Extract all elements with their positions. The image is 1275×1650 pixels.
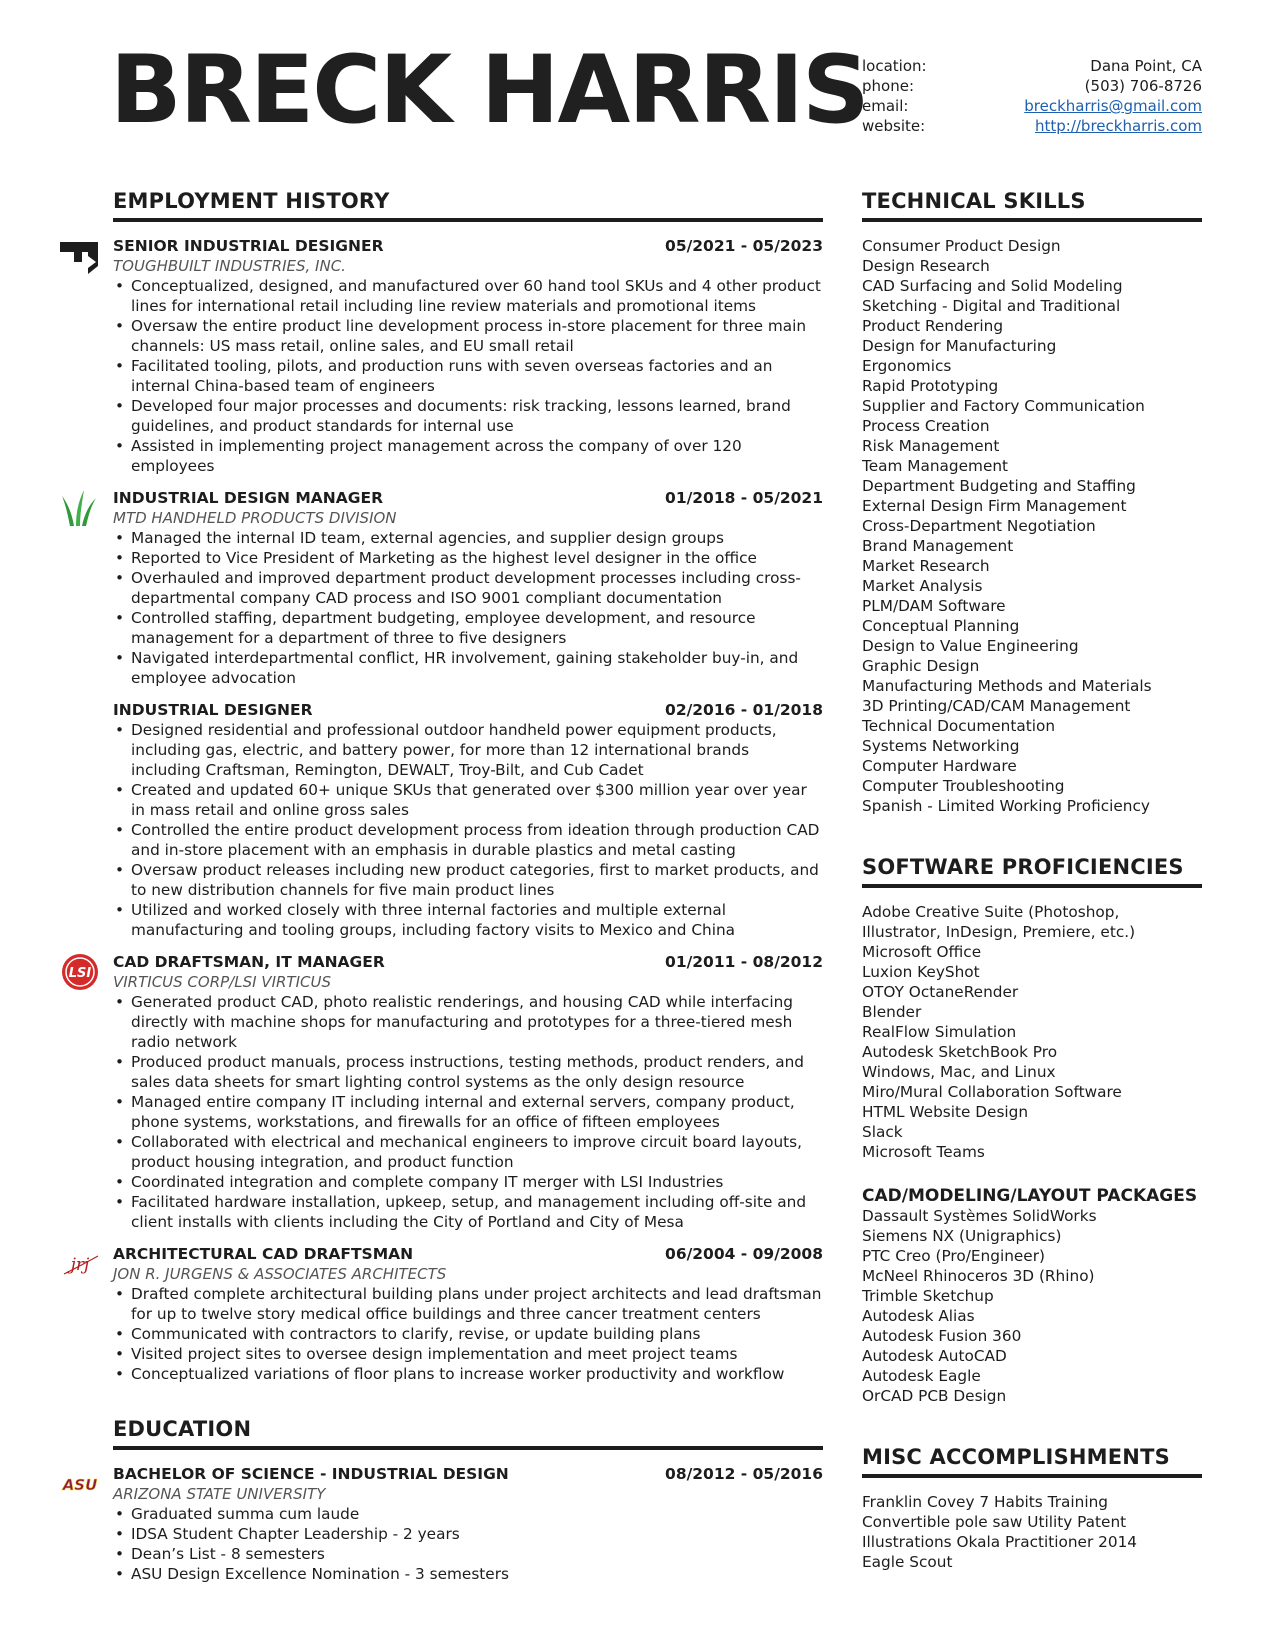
- bullet-item: • Conceptualized variations of floor plans to increase worker productivity and workflow: [113, 1364, 823, 1384]
- candidate-name: BRECK HARRIS: [110, 36, 868, 145]
- list-item: Manufacturing Methods and Materials: [862, 677, 1152, 695]
- list-item: Market Research: [862, 557, 990, 575]
- technical-skills-list: [862, 236, 1202, 816]
- list-item: Autodesk AutoCAD: [862, 1347, 1007, 1365]
- job-dates: 02/2016 - 01/2018: [665, 701, 823, 719]
- bullet-item: • Produced product manuals, process instructions, testing methods, product renders, and sales data sheets for smart lighting control systems as the only design resource: [113, 1052, 823, 1092]
- list-item: Illustrations Okala Practitioner 2014: [862, 1533, 1138, 1551]
- list-item: CAD Surfacing and Solid Modeling: [862, 277, 1123, 295]
- job-entry: [113, 700, 823, 940]
- contact-value: (503) 706-8726: [1084, 77, 1202, 95]
- bullet-item: • Created and updated 60+ unique SKUs that generated over $300 million year over year in mass retail and online gross sales: [113, 780, 823, 820]
- list-item: Miro/Mural Collaboration Software: [862, 1083, 1122, 1101]
- contact-email: [862, 96, 1202, 116]
- contact-value: Dana Point, CA: [1090, 57, 1202, 75]
- list-item: Design Research: [862, 257, 990, 275]
- list-item: Team Management: [862, 457, 1009, 475]
- employment-history-heading: EMPLOYMENT HISTORY: [113, 188, 823, 222]
- bullet-item: • Facilitated hardware installation, upkeep, setup, and management including off-site and client installs with clients including the City of Portland and City of Mesa: [113, 1192, 823, 1232]
- company-name: JON R. JURGENS & ASSOCIATES ARCHITECTS: [113, 1265, 447, 1283]
- company-name: MTD HANDHELD PRODUCTS DIVISION: [113, 509, 397, 527]
- list-item: Franklin Covey 7 Habits Training: [862, 1493, 1108, 1511]
- job-dates: 05/2021 - 05/2023: [665, 237, 823, 255]
- contact-phone: [862, 76, 1202, 96]
- contact-label: website:: [862, 117, 926, 135]
- job-title: ARCHITECTURAL CAD DRAFTSMAN: [113, 1245, 414, 1263]
- contact-label: location:: [862, 57, 927, 75]
- list-item: Rapid Prototyping: [862, 377, 999, 395]
- cad-packages-list: [862, 1206, 1202, 1406]
- bullet-item: • Controlled staffing, department budgeting, employee development, and resource management for a department of three to five designers: [113, 608, 823, 648]
- list-item: Design for Manufacturing: [862, 337, 1057, 355]
- bullet-item: • Designed residential and professional outdoor handheld power equipment products, including gas, electric, and battery power, for more than 12 international brands including Craftsman, Remington, DEWALT, Troy-Bilt, and Cub Cadet: [113, 720, 823, 780]
- bullet-item: • Reported to Vice President of Marketing as the highest level designer in the office: [113, 548, 823, 568]
- list-item: Windows, Mac, and Linux: [862, 1063, 1056, 1081]
- list-item: Systems Networking: [862, 737, 1020, 755]
- misc-accomplishments-heading: MISC ACCOMPLISHMENTS: [862, 1444, 1202, 1478]
- education-heading: EDUCATION: [113, 1416, 823, 1450]
- company-name: VIRTICUS CORP/LSI VIRTICUS: [113, 973, 331, 991]
- bullet-item: • Assisted in implementing project management across the company of over 120 employees: [113, 436, 823, 476]
- list-item: Department Budgeting and Staffing: [862, 477, 1136, 495]
- list-item: Conceptual Planning: [862, 617, 1020, 635]
- contact-website: [862, 116, 1202, 136]
- list-item: Luxion KeyShot: [862, 963, 980, 981]
- bullet-item: • Dean’s List - 8 semesters: [113, 1544, 823, 1564]
- software-list: [862, 902, 1202, 1162]
- bullet-item: • Developed four major processes and documents: risk tracking, lessons learned, brand guidelines, and product standards for internal use: [113, 396, 823, 436]
- degree-title: BACHELOR OF SCIENCE - INDUSTRIAL DESIGN: [113, 1465, 509, 1483]
- list-item: Computer Hardware: [862, 757, 1017, 775]
- job-title: CAD DRAFTSMAN, IT MANAGER: [113, 953, 385, 971]
- bullet-item: • Communicated with contractors to clarify, revise, or update building plans: [113, 1324, 823, 1344]
- list-item: Slack: [862, 1123, 903, 1141]
- list-item: PLM/DAM Software: [862, 597, 1006, 615]
- list-item: Autodesk SketchBook Pro: [862, 1043, 1058, 1061]
- right-column: [862, 188, 1202, 1572]
- bullet-item: • Collaborated with electrical and mechanical engineers to improve circuit board layouts, product housing integration, and product function: [113, 1132, 823, 1172]
- list-item: OrCAD PCB Design: [862, 1387, 1007, 1405]
- list-item: HTML Website Design: [862, 1103, 1029, 1121]
- bullet-item: • IDSA Student Chapter Leadership - 2 years: [113, 1524, 823, 1544]
- bullet-item: • Navigated interdepartmental conflict, HR involvement, gaining stakeholder buy-in, and employee advocation: [113, 648, 823, 688]
- list-item: Sketching - Digital and Traditional: [862, 297, 1121, 315]
- list-item: Spanish - Limited Working Proficiency: [862, 797, 1150, 815]
- job-bullets: [113, 276, 823, 476]
- list-item: 3D Printing/CAD/CAM Management: [862, 697, 1131, 715]
- degree-dates: 08/2012 - 05/2016: [665, 1465, 823, 1483]
- list-item: Market Analysis: [862, 577, 983, 595]
- cad-packages-heading: CAD/MODELING/LAYOUT PACKAGES: [862, 1186, 1198, 1206]
- job-title: INDUSTRIAL DESIGN MANAGER: [113, 489, 384, 507]
- svg-text:LSI: LSI: [68, 966, 92, 981]
- software-proficiencies-heading: SOFTWARE PROFICIENCIES: [862, 854, 1202, 888]
- job-entry: [68, 952, 823, 1232]
- email-link[interactable]: breckharris@gmail.com: [1024, 97, 1202, 115]
- job-dates: 01/2011 - 08/2012: [665, 953, 823, 971]
- bullet-item: • Generated product CAD, photo realistic renderings, and housing CAD while interfacing directly with machine shops for manufacturing and prototypes for a three-tiered mesh radio network: [113, 992, 823, 1052]
- education-entry: [62, 1464, 823, 1584]
- job-entry: [70, 1244, 823, 1384]
- svg-text:jrj: jrj: [70, 1255, 90, 1275]
- bullet-item: • Visited project sites to oversee design implementation and meet project teams: [113, 1344, 823, 1364]
- list-item: Microsoft Teams: [862, 1143, 985, 1161]
- contact-block: [862, 56, 1202, 136]
- misc-accomplishments-list: [862, 1492, 1202, 1572]
- list-item: Dassault Systèmes SolidWorks: [862, 1207, 1097, 1225]
- jrj-logo-icon: [58, 1244, 102, 1284]
- job-bullets: [113, 528, 823, 688]
- left-column: [62, 188, 823, 1584]
- list-item: Eagle Scout: [862, 1553, 953, 1571]
- list-item: RealFlow Simulation: [862, 1023, 1017, 1041]
- contact-location: [862, 56, 1202, 76]
- bullet-item: • Graduated summa cum laude: [113, 1504, 823, 1524]
- bullet-item: • Oversaw the entire product line development process in-store placement for three main channels: US mass retail, online sales, and EU small retail: [113, 316, 823, 356]
- bullet-item: • Utilized and worked closely with three internal factories and multiple external manufacturing and tooling groups, including factory visits to Mexico and China: [113, 900, 823, 940]
- job-title: SENIOR INDUSTRIAL DESIGNER: [113, 237, 384, 255]
- list-item: Convertible pole saw Utility Patent: [862, 1513, 1127, 1531]
- list-item: OTOY OctaneRender: [862, 983, 1019, 1001]
- list-item: Graphic Design: [862, 657, 980, 675]
- bullet-item: • Drafted complete architectural building plans under project architects and lead draftsman for up to twelve story medical office buildings and three cancer treatment centers: [113, 1284, 823, 1324]
- technical-skills-heading: TECHNICAL SKILLS: [862, 188, 1202, 222]
- job-dates: 01/2018 - 05/2021: [665, 489, 823, 507]
- list-item: Product Rendering: [862, 317, 1004, 335]
- list-item: Brand Management: [862, 537, 1014, 555]
- toughbuilt-logo-icon: [58, 236, 102, 276]
- list-item: Ergonomics: [862, 357, 952, 375]
- school-name: ARIZONA STATE UNIVERSITY: [113, 1485, 326, 1503]
- list-item: Computer Troubleshooting: [862, 777, 1065, 795]
- list-item: Technical Documentation: [862, 717, 1056, 735]
- contact-label: phone:: [862, 77, 914, 95]
- list-item: Supplier and Factory Communication: [862, 397, 1145, 415]
- job-entry: [113, 236, 823, 476]
- list-item: Microsoft Office: [862, 943, 982, 961]
- bullet-item: • Facilitated tooling, pilots, and production runs with seven overseas factories and an internal China-based team of engineers: [113, 356, 823, 396]
- job-bullets: [113, 992, 823, 1232]
- list-item: Adobe Creative Suite (Photoshop, Illustrator, InDesign, Premiere, etc.): [862, 903, 1136, 941]
- job-entry: [113, 488, 823, 688]
- list-item: Trimble Sketchup: [862, 1287, 994, 1305]
- list-item: Siemens NX (Unigraphics): [862, 1227, 1062, 1245]
- lsi-logo-icon: [58, 952, 102, 992]
- list-item: Consumer Product Design: [862, 237, 1061, 255]
- job-dates: 06/2004 - 09/2008: [665, 1245, 823, 1263]
- list-item: Design to Value Engineering: [862, 637, 1079, 655]
- list-item: Risk Management: [862, 437, 1000, 455]
- bullet-item: • Conceptualized, designed, and manufactured over 60 hand tool SKUs and 4 other product lines for international retail including line review materials and promotional items: [113, 276, 823, 316]
- svg-text:ASU: ASU: [62, 1476, 98, 1494]
- education-bullets: [113, 1504, 823, 1584]
- list-item: McNeel Rhinoceros 3D (Rhino): [862, 1267, 1095, 1285]
- list-item: PTC Creo (Pro/Engineer): [862, 1247, 1045, 1265]
- contact-label: email:: [862, 97, 909, 115]
- bullet-item: • Oversaw product releases including new product categories, first to market products, and to new distribution channels for five main product lines: [113, 860, 823, 900]
- bullet-item: • Managed the internal ID team, external agencies, and supplier design groups: [113, 528, 823, 548]
- list-item: Autodesk Fusion 360: [862, 1327, 1022, 1345]
- list-item: Autodesk Eagle: [862, 1367, 981, 1385]
- bullet-item: • Managed entire company IT including internal and external servers, company product, phone systems, workstations, and firewalls for an office of fifteen employees: [113, 1092, 823, 1132]
- website-link[interactable]: http://breckharris.com: [1034, 117, 1202, 135]
- bullet-item: • Coordinated integration and complete company IT merger with LSI Industries: [113, 1172, 823, 1192]
- job-title: INDUSTRIAL DESIGNER: [113, 701, 313, 719]
- bullet-item: • ASU Design Excellence Nomination - 3 semesters: [113, 1564, 823, 1584]
- list-item: Blender: [862, 1003, 922, 1021]
- list-item: External Design Firm Management: [862, 497, 1127, 515]
- list-item: Process Creation: [862, 417, 990, 435]
- bullet-item: • Overhauled and improved department product development processes including cross-departmental company CAD process and ISO 9001 compliant documentation: [113, 568, 823, 608]
- company-name: TOUGHBUILT INDUSTRIES, INC.: [113, 257, 346, 275]
- list-item: Autodesk Alias: [862, 1307, 975, 1325]
- list-item: Cross-Department Negotiation: [862, 517, 1096, 535]
- mtd-grass-logo-icon: [58, 488, 102, 528]
- asu-logo-icon: [58, 1464, 102, 1504]
- job-bullets: [113, 1284, 823, 1384]
- job-bullets: [113, 720, 823, 940]
- bullet-item: • Controlled the entire product development process from ideation through production CAD and in-store placement with an emphasis in durable plastics and metal casting: [113, 820, 823, 860]
